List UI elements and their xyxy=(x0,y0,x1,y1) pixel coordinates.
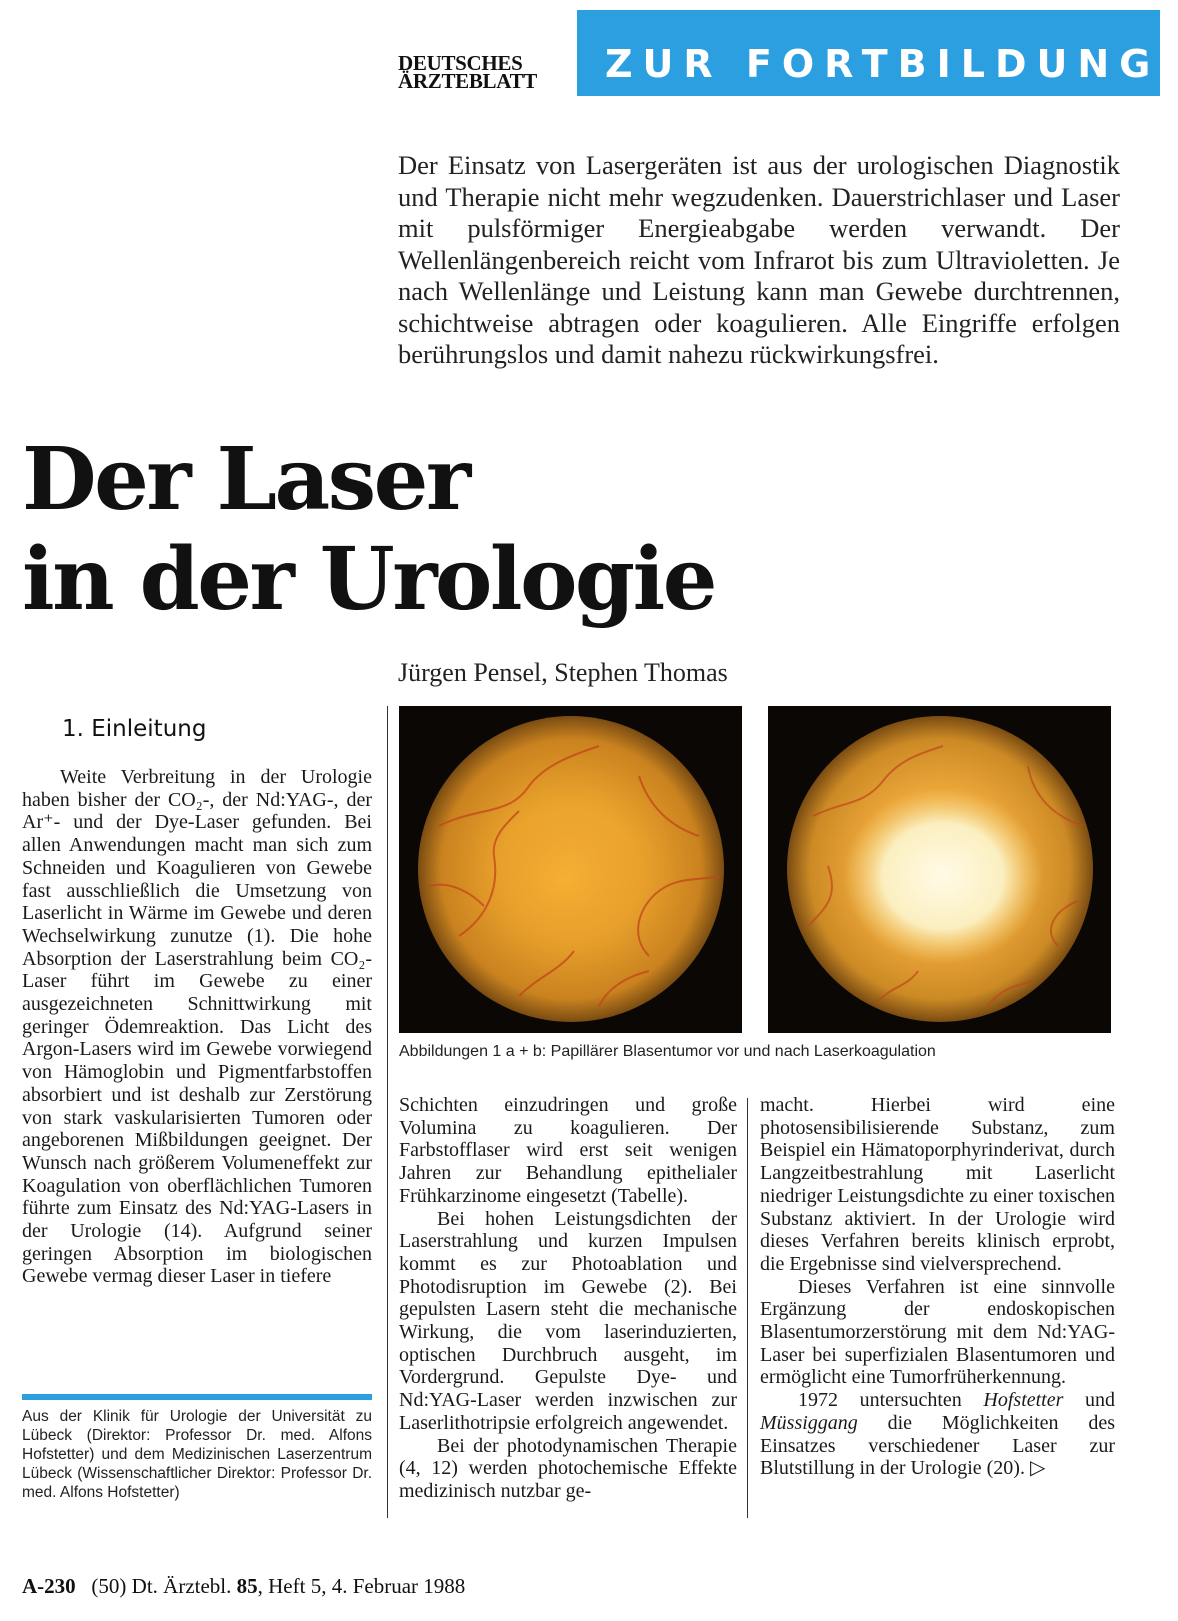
endoscopy-before-image xyxy=(399,706,742,1033)
affiliation-rule xyxy=(22,1394,372,1400)
column2-paragraph-1: Schichten einzudringen und große Volumina zu koagulieren. Der Farbstofflaser wird erst seit wenigen Jahren zur Behandlung epithelialer Frühkarzinome eingesetzt (Tabelle). xyxy=(399,1094,737,1207)
column-divider xyxy=(387,706,388,1518)
title-line2: in der Urologie xyxy=(22,529,715,630)
author-affiliation: Aus der Klinik für Urologie der Universität zu Lübeck (Direktor: Professor Dr. med. Alfons Hofstetter) und dem Medizinischen Laserzentrum Lübeck (Wissenschaftlicher Direktor: Professor Dr. med. Alfons Hofstetter) xyxy=(22,1408,372,1501)
column1-paragraph: Weite Verbreitung in der Urologie haben bisher der CO₂-, der Nd:YAG-, der Ar⁺- und der Dye-Laser gefunden. Bei allen Anwendungen macht man sich zum Schneiden und Koagulieren von Gewebe fast ausschließlich die Umsetzung von Laserlicht in Wärme im Gewebe und deren Wechselwirkung zunutze (1). Die hohe Absorption der Laserstrahlung beim CO₂-Laser führt im Gewebe zu einer ausgezeichneten Schnittwirkung mit geringer Ödemreaktion. Das Licht des Argon-Lasers wird im Gewebe vorwiegend von Hämoglobin und Pigmentfarbstoffen absorbiert und ist deshalb zur Zerstörung von stark vaskularisierten Tumoren oder angeborenen Mißbildungen geeignet. Der Wunsch nach größerem Volumeneffekt zur Koagulation von oberflächlichen Tumoren führte zum Einsatz des Nd:YAG-Lasers in der Urologie (14). Aufgrund seiner geringen Absorption im biologischen Gewebe vermag dieser Laser in tiefere xyxy=(22,766,372,1288)
issue-prefix: (50) Dt. Ärztebl. xyxy=(91,1574,237,1598)
endoscopy-after-image xyxy=(768,706,1111,1033)
column3-p3-text-a: 1972 untersuchten xyxy=(798,1389,984,1412)
column3-p3-text-c: die Möglichkeiten des Einsatzes verschiedener Laser zur Blutstillung in der Urologie (20). ▷ xyxy=(760,1411,1115,1480)
column2-paragraph-2: Bei hohen Leistungsdichten der Laserstrahlung und kurzen Impulsen kommt es zur Photoablation und Photodisruption im Gewebe (2). Bei gepulsten Lasern steht die mechanische Wirkung, die vom laserinduzierten, optischen Durchbruch ausgeht, im Vordergrund. Gepulste Dye- und Nd:YAG-Laser werden inzwischen zur Laserlithotripsie erfolgreich angewendet. xyxy=(399,1207,737,1434)
masthead-line1: DEUTSCHES xyxy=(398,51,523,75)
cited-author-hofstetter: Hofstetter xyxy=(983,1389,1064,1412)
volume-number: 85 xyxy=(236,1574,258,1598)
title-line1: Der Laser xyxy=(22,429,469,530)
figure-1a-photo xyxy=(399,706,742,1033)
column3-paragraph-3 xyxy=(760,1389,1115,1480)
column3-paragraph-2: Dieses Verfahren ist eine sinnvolle Ergänzung der endoskopischen Blasentumorzerstörung mit dem Nd:YAG-Laser bei superfizialen Blasentumoren und ermöglicht eine Tumorfrüherkennung. xyxy=(760,1275,1115,1389)
text-column-1 xyxy=(22,766,372,1288)
lead-abstract: Der Einsatz von Lasergeräten ist aus der urologischen Diagnostik und Therapie nicht mehr wegzudenken. Dauerstrichlaser und Laser mit pulsförmiger Energieabgabe werden verwandt. Der Wellenlängenbereich reicht vom Infrarot bis zum Ultravioletten. Je nach Wellenlänge und Leistung kann man Gewebe durchtrennen, schichtweise abtragen oder koagulieren. Alle Eingriffe erfolgen berührungslos und damit nahezu rückwirkungsfrei. xyxy=(398,150,1120,369)
section-banner: ZUR FORTBILDUNG xyxy=(577,10,1160,96)
figure-1b-photo xyxy=(768,706,1111,1033)
article-title xyxy=(22,430,1152,630)
section-heading: 1. Einleitung xyxy=(62,716,207,742)
journal-masthead xyxy=(398,51,537,93)
column2-paragraph-3: Bei der photodynamischen Therapie (4, 12) werden photochemische Effekte medizinisch nutzbar ge- xyxy=(399,1434,737,1502)
cited-author-muessiggang: Müssiggang xyxy=(760,1411,858,1434)
page-number: A-230 xyxy=(22,1574,76,1598)
column3-p3-text-b: und xyxy=(1063,1389,1116,1412)
article-authors: Jürgen Pensel, Stephen Thomas xyxy=(398,658,728,687)
text-column-2 xyxy=(399,1094,737,1503)
issue-suffix: , Heft 5, 4. Februar 1988 xyxy=(257,1574,466,1598)
page-footer xyxy=(22,1574,465,1599)
figure-caption: Abbildungen 1 a + b: Papillärer Blasentumor vor und nach Laserkoagulation xyxy=(399,1043,936,1060)
text-column-3 xyxy=(760,1094,1115,1480)
column3-paragraph-1: macht. Hierbei wird eine photosensibilisierende Substanz, zum Beispiel ein Hämatoporphyrinderivat, durch Langzeitbestrahlung mit Laserlicht niedriger Leistungsdichte zu einer toxischen Substanz aktiviert. In der Urologie wird dieses Verfahren bereits klinisch erprobt, die Ergebnisse sind vielversprechend. xyxy=(760,1094,1115,1275)
column-divider-lower xyxy=(747,1098,748,1518)
masthead-line2: ÄRZTEBLATT xyxy=(398,69,537,93)
